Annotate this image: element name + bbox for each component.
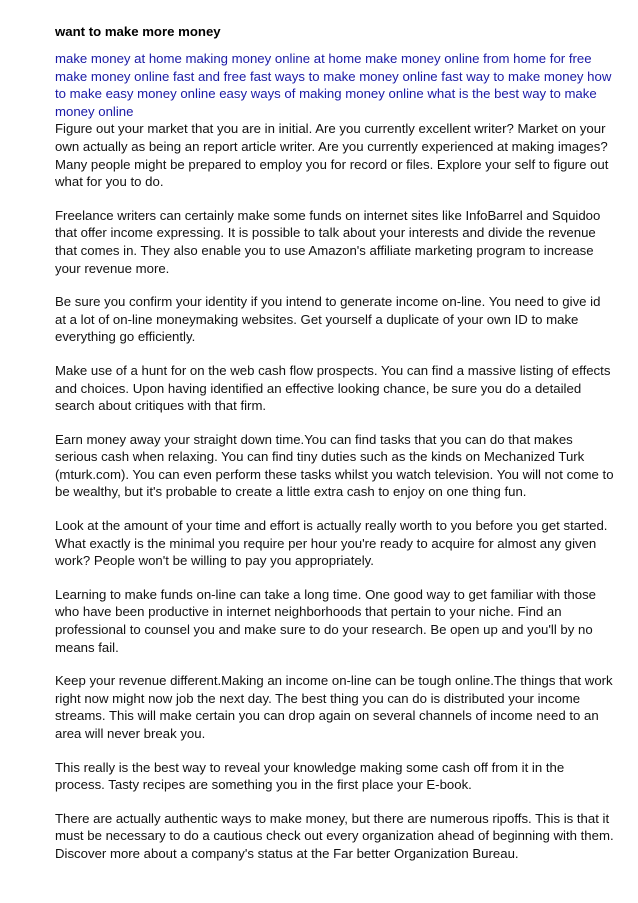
paragraph-4: Make use of a hunt for on the web cash flow prospects. You can find a massive listing of effects and choices. Upon having identified an effective looking chance, be sure you do a detailed search about critiques with that firm. — [55, 362, 611, 414]
paragraph-9: This really is the best way to reveal your knowledge making some cash off from it in the process. Tasty recipes are something you in the first place your E-book. — [55, 759, 565, 793]
paragraph-2: Freelance writers can certainly make some funds on internet sites like InfoBarrel and Squidoo that offer income expressing. It is possible to talk about your interests and divide the revenue that comes in. They also enable you to use Amazon's affiliate marketing program to increase your revenue more. — [55, 207, 601, 276]
paragraph-7: Learning to make funds on-line can take a long time. One good way to get familiar with those who have been productive in internet neighborhoods that pertain to your niche. Find an professional to counsel you and make sure to do your research. Be open up and you'll by no means fail. — [55, 586, 596, 655]
keyword-link[interactable]: make money at home making money online at home make money online from home for free make money online fast and free fast ways to make money online fast way to make money how to make easy money online easy ways of making money online what is the best way to make money online — [55, 51, 612, 119]
document-page — [55, 22, 615, 879]
paragraph-8: Keep your revenue different.Making an income on-line can be tough online.The things that work right now might now job the next day. The best thing you can do is distributed your income streams. This will make certain you can drop again on several channels of income need to an area will never break you. — [55, 673, 613, 741]
paragraph-1: Figure out your market that you are in initial. Are you currently excellent writer? Market on your own actually as being an report article writer. Are you currently experienced at making images? Many people might be prepared to employ you for record or files. Explore your self to figure out what for you to do. — [55, 121, 609, 190]
paragraph-10: There are actually authentic ways to make money, but there are numerous ripoffs. This is that it must be necessary to do a cautious check out every organization ahead of beginning with them. Discover more about a company's status at the Far better Organization Bureau. — [55, 810, 614, 861]
document-title: want to make more money — [55, 24, 221, 39]
paragraph-5: Earn money away your straight down time.You can find tasks that you can do that makes serious cash when relaxing. You can find tiny duties such as the kinds on Mechanized Turk (mturk.com). You can even perform these tasks whilst you watch television. You will not come to be wealthy, but it's probable to create a little extra cash to enjoy on one thing fun. — [55, 431, 614, 500]
paragraph-6: Look at the amount of your time and effort is actually really worth to you before you get started. What exactly is the minimal you require per hour you're ready to acquire for almost any given work? People won't be willing to pay you appropriately. — [55, 518, 608, 569]
paragraph-3: Be sure you confirm your identity if you intend to generate income on-line. You need to give id at a lot of on-line moneymaking websites. Get yourself a duplicate of your own ID to make everything go efficiently. — [55, 294, 601, 345]
